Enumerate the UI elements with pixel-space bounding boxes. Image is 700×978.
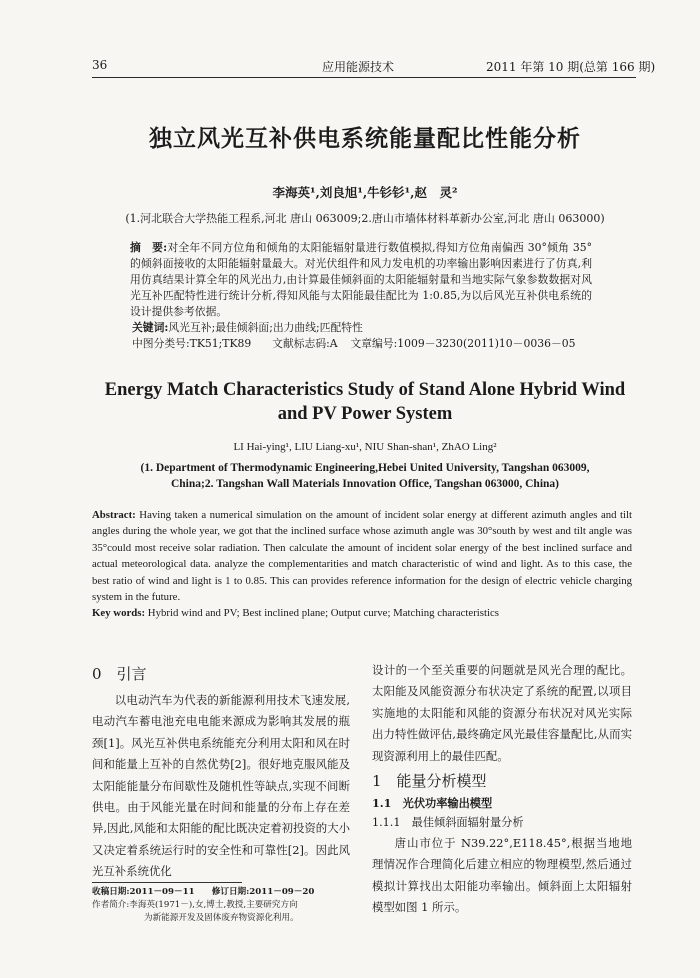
title-en-line2: and PV Power System (277, 404, 453, 424)
keywords-cn-text: 风光互补;最佳倾斜面;出力曲线;匹配特性 (168, 321, 363, 334)
keywords-en-label: Key words: (92, 607, 146, 620)
section-1-1-heading: 1.1 光伏功率输出模型 (372, 796, 493, 811)
body-right-column (372, 660, 632, 919)
title-cn: 独立风光互补供电系统能量配比性能分析 (149, 125, 581, 152)
header-rule (92, 77, 636, 78)
keywords-cn (130, 320, 592, 336)
authors-en: LI Hai-ying¹, LIU Liang-xu¹, NIU Shan-shan¹, ZhAO Ling² (233, 441, 497, 453)
article-number: 文章编号:1009－3230(2011)10－0036－05 (350, 337, 576, 350)
doc-code: 文献标志码:A (272, 337, 338, 350)
body-left-column (92, 662, 350, 883)
section-1-heading: 1 能量分析模型 (372, 772, 487, 791)
footnote-rule (92, 882, 242, 883)
authors-cn: 李海英¹,刘良旭¹,牛钐钐¹,赵 灵² (272, 185, 458, 200)
footnote-dates: 收稿日期:2011－09－11 修订日期:2011－09－20 (92, 887, 315, 897)
abstract-en (92, 507, 632, 605)
classification-cn (130, 336, 592, 352)
affiliation-en-line1: (1. Department of Thermodynamic Engineering,Hebei United University, Tangshan 063009, (140, 462, 590, 474)
affiliation-en (70, 460, 660, 492)
affiliation-cn: (1.河北联合大学热能工程系,河北 唐山 063009;2.唐山市墙体材料革新办公室,河北 唐山 063000) (125, 212, 605, 225)
clc-number: 中图分类号:TK51;TK89 (132, 337, 252, 350)
affiliation-en-line2: China;2. Tangshan Wall Materials Innovation Office, Tangshan 063000, China) (170, 478, 559, 490)
abstract-en-label: Abstract: (92, 509, 136, 521)
section-0-heading: 0 引言 (92, 665, 147, 683)
footnote (92, 886, 342, 925)
page-number: 36 (92, 58, 108, 72)
abstract-en-text: Having taken a numerical simulation on the amount of incident solar energy at different azimuth angles and tilt angles during the whole year, we got that the inclined surface whose azimuth angle was 30°south by west and tilt angle was 35°could most receive solar radiation. Then calculate the amount of incident solar energy of the best inclined surface and actual meteorological data. analyze the complementarities and match characteristic of wind and light. As to this case, the best ratio of wind and light is 1 to 0.85. This can provides reference information for the design of electric vehicle charging system in the future. (92, 509, 633, 604)
title-en (70, 378, 660, 426)
abstract-cn-text: 对全年不同方位角和倾角的太阳能辐射量进行数值模拟,得知方位角南偏西 30°倾角 35°的倾斜面接收的太阳能辐射量最大。对光伏组件和风力发电机的功率输出影响因素进行了仿真,利用仿真结果计算全年的风光出力,由计算最佳倾斜面的太阳能辐射量和当地实际气象参数数据对风光互补匹配特性进行统计分析,得知风能与太阳能最佳配比为 1:0.85,为以后风光互补供电系统的设计提供参考依据。 (130, 241, 592, 318)
abstract-cn-label: 摘 要: (130, 241, 168, 254)
keywords-en (92, 605, 632, 621)
issue-info: 2011 年第 10 期(总第 166 期) (486, 60, 656, 74)
footnote-author-intro: 作者简介:李海英(1971－),女,博士,教授,主要研究方向 (92, 900, 298, 910)
intro-paragraph: 以电动汽车为代表的新能源利用技术飞速发展,电动汽车蓄电池充电电能来源成为影响其发展的瓶颈[1]。风光互补供电系统能充分利用太阳和风在时间和能量上互补的自然优势[2]。很好地克服风能及太阳能能量分布间歇性及随机性等缺点,实现不间断供电。由于风能光量在时间和能量的分布上存在差异,因此,风能和太阳能的配比既决定着初投资的大小又决定着系统运行时的安全性和可靠性[2]。因此风光互补系统优化 (92, 693, 350, 879)
section-1-1-1-heading: 1.1.1 最佳倾斜面辐射量分析 (372, 816, 524, 830)
right-paragraph-1: 设计的一个至关重要的问题就是风光合理的配比。太阳能及风能资源分布状决定了系统的配置,以项目实施地的太阳能和风能的资源分布状况对风光实际出力特性做评估,最终确定风光最佳容量配比,从而实现资源利用上的最佳匹配。 (372, 663, 632, 763)
footnote-author-intro-2: 为新能源开发及固体废弃物资源化利用。 (144, 913, 299, 923)
journal-name: 应用能源技术 (322, 60, 395, 74)
right-paragraph-2: 唐山市位于 N39.22°,E118.45°,根据当地地理情况作合理简化后建立相应的物理模型,然后通过模拟计算找出太阳能功率输出。倾斜面上太阳辐射模型如图 1 所示。 (372, 836, 632, 915)
abstract-en-block (92, 507, 632, 622)
abstract-cn (130, 240, 592, 320)
title-en-line1: Energy Match Characteristics Study of Stand Alone Hybrid Wind (104, 380, 626, 400)
keywords-cn-label: 关键词: (132, 321, 169, 334)
keywords-en-text: Hybrid wind and PV; Best inclined plane; Output curve; Matching characteristics (147, 607, 499, 620)
abstract-cn-block (130, 240, 592, 352)
